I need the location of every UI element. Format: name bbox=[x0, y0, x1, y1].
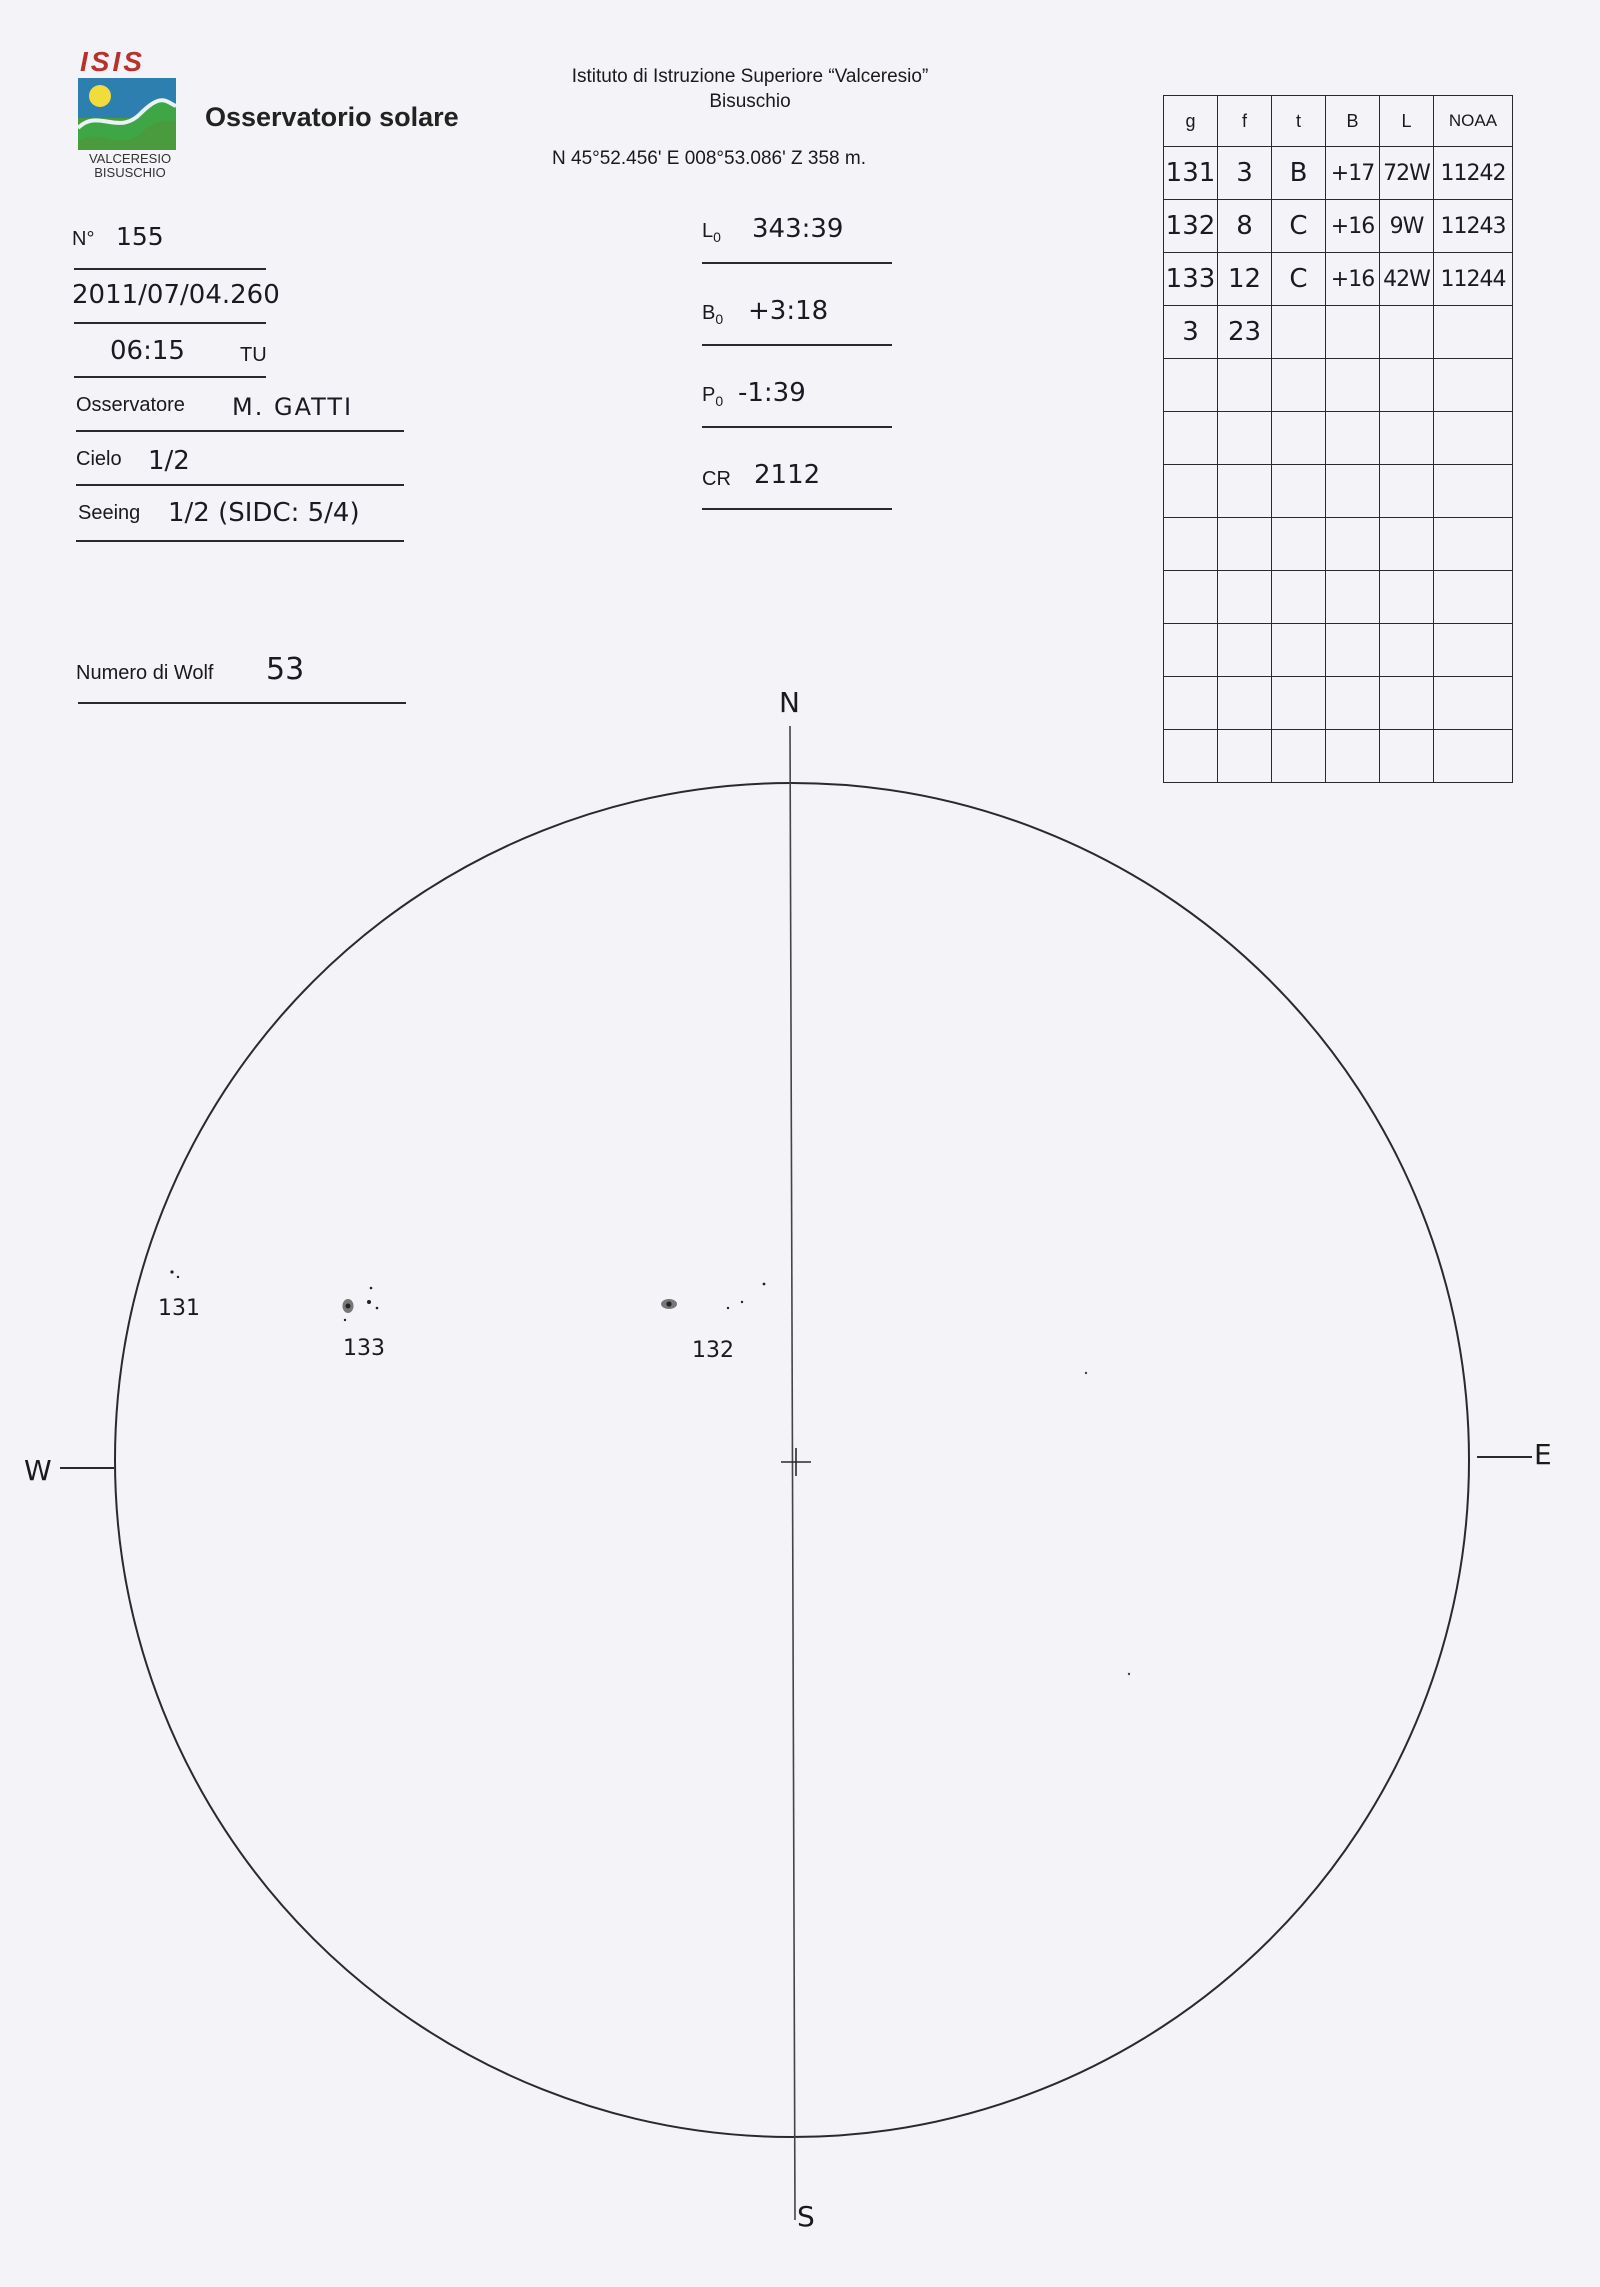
table-cell-l bbox=[1380, 465, 1434, 518]
date-value: 2011/07/04.260 bbox=[72, 280, 280, 310]
wolf-value: 53 bbox=[266, 652, 305, 687]
seeing-label: Seeing bbox=[78, 502, 141, 524]
time-unit: TU bbox=[240, 344, 267, 366]
logo-caption-line1: VALCERESIO bbox=[88, 151, 172, 166]
seeing-underline bbox=[76, 540, 404, 542]
table-cell-noaa: 11244 bbox=[1434, 253, 1513, 306]
isis-logo-text: ISIS bbox=[80, 46, 145, 77]
table-cell-l: 42W bbox=[1380, 253, 1434, 306]
col-header-f: f bbox=[1218, 96, 1272, 147]
table-cell-l: 9W bbox=[1380, 200, 1434, 253]
table-row bbox=[1164, 200, 1513, 253]
table-cell-b bbox=[1326, 465, 1380, 518]
table-row bbox=[1164, 359, 1513, 412]
date-underline bbox=[74, 322, 266, 324]
table-cell-f bbox=[1218, 518, 1272, 571]
col-header-b: B bbox=[1326, 96, 1380, 147]
table-cell-g: 132 bbox=[1164, 200, 1218, 253]
table-cell-l bbox=[1380, 624, 1434, 677]
table-cell-f bbox=[1218, 571, 1272, 624]
table-cell-g: 3 bbox=[1164, 306, 1218, 359]
b0-underline bbox=[702, 344, 892, 346]
observatory-title: Osservatorio solare bbox=[205, 102, 459, 132]
cr-label: CR bbox=[702, 468, 731, 490]
seeing-value: 1/2 (SIDC: 5/4) bbox=[168, 498, 360, 528]
time-value: 06:15 bbox=[110, 336, 185, 366]
l0-label: $L_0$ bbox=[702, 220, 721, 245]
number-label: N° bbox=[72, 228, 95, 250]
table-cell-g bbox=[1164, 412, 1218, 465]
table-row bbox=[1164, 147, 1513, 200]
table-cell-t: C bbox=[1272, 253, 1326, 306]
logo-caption-line2: BISUSCHIO bbox=[94, 165, 166, 180]
table-cell-noaa bbox=[1434, 306, 1513, 359]
table-cell-b: +16 bbox=[1326, 253, 1380, 306]
p0-label: $P_0$ bbox=[702, 384, 724, 409]
table-cell-t: C bbox=[1272, 200, 1326, 253]
col-header-g: g bbox=[1164, 96, 1218, 147]
table-header-row bbox=[1164, 96, 1513, 147]
group-label-132: 132 bbox=[692, 1338, 734, 1363]
sunspot-group-132 bbox=[661, 1283, 765, 1310]
table-cell-b: +16 bbox=[1326, 200, 1380, 253]
table-row bbox=[1164, 571, 1513, 624]
table-cell-b bbox=[1326, 306, 1380, 359]
table-cell-b: +17 bbox=[1326, 147, 1380, 200]
number-underline bbox=[74, 268, 266, 270]
table-cell-noaa: 11242 bbox=[1434, 147, 1513, 200]
table-cell-noaa bbox=[1434, 412, 1513, 465]
table-cell-l bbox=[1380, 518, 1434, 571]
table-row bbox=[1164, 412, 1513, 465]
institute-town: Bisuschio bbox=[709, 91, 791, 112]
table-cell-g bbox=[1164, 518, 1218, 571]
east-label: E bbox=[1534, 1438, 1552, 1471]
col-header-l: L bbox=[1380, 96, 1434, 147]
b0-label: $B_0$ bbox=[702, 302, 724, 327]
institute-name: Istituto di Istruzione Superiore “Valceresio” bbox=[571, 66, 929, 87]
observer-value: M. GATTI bbox=[232, 393, 354, 421]
table-cell-t bbox=[1272, 465, 1326, 518]
col-header-t: t bbox=[1272, 96, 1326, 147]
table-cell-f: 3 bbox=[1218, 147, 1272, 200]
table-cell-t bbox=[1272, 359, 1326, 412]
table-cell-f: 8 bbox=[1218, 200, 1272, 253]
west-label: W bbox=[24, 1454, 52, 1487]
table-cell-l bbox=[1380, 306, 1434, 359]
table-cell-g bbox=[1164, 465, 1218, 518]
table-cell-noaa bbox=[1434, 571, 1513, 624]
table-cell-b bbox=[1326, 359, 1380, 412]
table-cell-g bbox=[1164, 359, 1218, 412]
solar-disk-drawing bbox=[0, 690, 1600, 2287]
table-cell-noaa: 11243 bbox=[1434, 200, 1513, 253]
table-cell-noaa bbox=[1434, 624, 1513, 677]
table-cell-f bbox=[1218, 624, 1272, 677]
table-cell-t bbox=[1272, 412, 1326, 465]
sunspot-group-131 bbox=[170, 1270, 179, 1278]
observer-underline bbox=[76, 430, 404, 432]
logo-caption bbox=[78, 152, 182, 180]
sky-value: 1/2 bbox=[148, 446, 190, 476]
table-cell-b bbox=[1326, 412, 1380, 465]
time-underline bbox=[74, 376, 266, 378]
l0-underline bbox=[702, 262, 892, 264]
table-cell-b bbox=[1326, 518, 1380, 571]
table-row bbox=[1164, 624, 1513, 677]
north-label: N bbox=[779, 686, 800, 719]
col-header-noaa: NOAA bbox=[1434, 96, 1513, 147]
table-cell-f bbox=[1218, 465, 1272, 518]
valceresio-logo-icon bbox=[78, 78, 176, 150]
l0-value: 343:39 bbox=[752, 214, 844, 244]
south-label: S bbox=[797, 2200, 815, 2233]
b0-value: +3:18 bbox=[748, 296, 829, 326]
table-cell-l bbox=[1380, 359, 1434, 412]
table-cell-noaa bbox=[1434, 359, 1513, 412]
p0-underline bbox=[702, 426, 892, 428]
number-value: 155 bbox=[116, 222, 164, 251]
table-cell-g bbox=[1164, 571, 1218, 624]
sky-label: Cielo bbox=[76, 448, 122, 470]
table-row bbox=[1164, 518, 1513, 571]
sunspot-group-table bbox=[1163, 95, 1513, 783]
table-body bbox=[1164, 147, 1513, 783]
wolf-label: Numero di Wolf bbox=[76, 662, 214, 684]
table-cell-t bbox=[1272, 518, 1326, 571]
observer-label: Osservatore bbox=[76, 394, 185, 416]
cr-value: 2112 bbox=[754, 460, 821, 490]
cr-underline bbox=[702, 508, 892, 510]
table-cell-noaa bbox=[1434, 518, 1513, 571]
group-label-131: 131 bbox=[158, 1296, 200, 1321]
group-label-133: 133 bbox=[343, 1336, 385, 1361]
table-cell-t bbox=[1272, 306, 1326, 359]
north-south-axis bbox=[790, 726, 795, 2220]
table-cell-g: 133 bbox=[1164, 253, 1218, 306]
table-cell-b bbox=[1326, 624, 1380, 677]
sky-underline bbox=[76, 484, 404, 486]
table-cell-l: 72W bbox=[1380, 147, 1434, 200]
table-cell-t: B bbox=[1272, 147, 1326, 200]
table-row bbox=[1164, 306, 1513, 359]
institute-heading bbox=[520, 64, 980, 114]
p0-value: -1:39 bbox=[738, 378, 806, 408]
table-cell-f: 12 bbox=[1218, 253, 1272, 306]
table-cell-l bbox=[1380, 571, 1434, 624]
sunspot-group-133 bbox=[343, 1287, 379, 1322]
table-cell-f bbox=[1218, 359, 1272, 412]
table-row bbox=[1164, 253, 1513, 306]
table-cell-g bbox=[1164, 624, 1218, 677]
site-coordinates: N 45°52.456' E 008°53.086' Z 358 m. bbox=[552, 148, 866, 169]
table-cell-g: 131 bbox=[1164, 147, 1218, 200]
table-row bbox=[1164, 465, 1513, 518]
table-cell-t bbox=[1272, 624, 1326, 677]
table-cell-t bbox=[1272, 571, 1326, 624]
table-cell-f bbox=[1218, 412, 1272, 465]
table-cell-f: 23 bbox=[1218, 306, 1272, 359]
table-cell-b bbox=[1326, 571, 1380, 624]
table-cell-noaa bbox=[1434, 465, 1513, 518]
table-cell-l bbox=[1380, 412, 1434, 465]
